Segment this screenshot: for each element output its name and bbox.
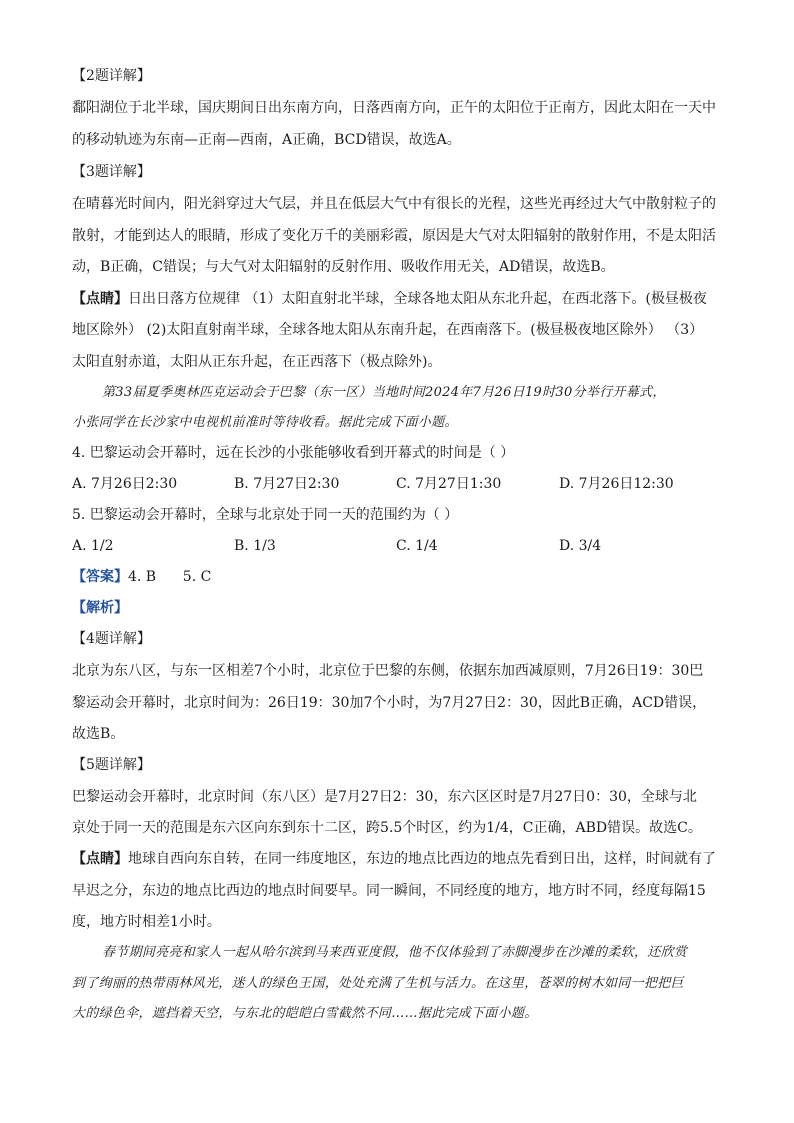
q5-option-d: D. 3/4	[559, 538, 602, 554]
tip1-line-1	[72, 289, 722, 309]
analysis-label: 【解析】	[72, 600, 128, 616]
q5detail-line-1: 巴黎运动会开幕时，北京时间（东八区）是7月27日2：30，东六区区时是7月27日0：30，全球与北	[72, 789, 697, 805]
q4-option-b: B. 7月27日2:30	[234, 476, 340, 492]
intro1-line-1: 第33届夏季奥林匹克运动会于巴黎（东一区）当地时间2024年7月26日19时30分举行开幕式，	[102, 385, 666, 400]
answer-label: 【答案】	[72, 569, 128, 585]
q5detail-heading: 【5题详解】	[72, 757, 151, 773]
tip1-label: 【点睛】	[72, 291, 128, 307]
q4detail-heading: 【4题详解】	[72, 631, 151, 647]
q4-option-d: D. 7月26日12:30	[559, 476, 674, 492]
intro2-line-2: 到了绚丽的热带雨林风光，迷人的绿色王国，处处充满了生机与活力。在这里，苍翠的树木如同一把把巨	[72, 976, 684, 991]
tip2-label: 【点睛】	[72, 851, 128, 867]
q5-stem: 5. 巴黎运动会开幕时，全球与北京处于同一天的范围约为（ ）	[72, 507, 459, 523]
tip1-text-1: 日出日落方位规律 （1）太阳直射北半球，全球各地太阳从东北升起，在西北落下。(极昼极夜	[128, 291, 707, 307]
q3-line-3: 动，B正确，C错误；与大气对太阳辐射的反射作用、吸收作用无关，AD错误，故选B。	[72, 259, 615, 275]
q5-option-b: B. 1/3	[234, 538, 276, 554]
q2-heading: 【2题详解】	[72, 68, 151, 84]
q2-line-1: 鄱阳湖位于北半球，国庆期间日出东南方向，日落西南方向，正午的太阳位于正南方，因此太阳在一天中	[72, 100, 716, 116]
q4detail-line-1: 北京为东八区，与东一区相差7个小时，北京位于巴黎的东侧，依据东加西减原则，7月26日19：30巴	[72, 663, 704, 679]
answer-text: 4. B 5. C	[128, 569, 212, 585]
intro1-line-2: 小张同学在长沙家中电视机前准时等待收看。据此完成下面小题。	[72, 415, 458, 430]
q4-option-c: C. 7月27日1:30	[396, 476, 502, 492]
tip1-line-3: 太阳直射赤道，太阳从正东升起，在正西落下（极点除外)。	[72, 354, 442, 370]
q5-option-c: C. 1/4	[396, 538, 438, 554]
tip2-line-3: 度，地方时相差1小时。	[72, 914, 221, 930]
tip1-line-2: 地区除外） (2)太阳直射南半球，全球各地太阳从东南升起，在西南落下。(极昼极夜地区除外） （3）	[72, 322, 704, 338]
tip2-line-2: 早迟之分，东边的地点比西边的地点时间要早。同一瞬间，不同经度的地方，地方时不同，经度每隔15	[72, 883, 706, 899]
tip2-line-1	[72, 849, 722, 869]
tip2-text-1: 地球自西向东自转，在同一纬度地区，东边的地点比西边的地点先看到日出，这样，时间就有了	[128, 851, 716, 867]
q3-line-2: 散射，才能到达人的眼睛，形成了变化万千的美丽彩霞，原因是大气对太阳辐射的散射作用，不是太阳活	[72, 228, 716, 244]
q5-option-a: A. 1/2	[72, 538, 114, 554]
q4-options	[72, 474, 722, 494]
q4-option-a: A. 7月26日2:30	[72, 476, 178, 492]
q4-stem: 4. 巴黎运动会开幕时，远在长沙的小张能够收看到开幕式的时间是（ ）	[72, 445, 515, 461]
q3-line-1: 在晴暮光时间内，阳光斜穿过大气层，并且在低层大气中有很长的光程，这些光再经过大气中散射粒子的	[72, 196, 716, 212]
q2-line-2: 的移动轨迹为东南—正南—西南，A正确，BCD错误，故选A。	[72, 132, 461, 148]
intro2-line-3: 大的绿色伞，遮挡着天空，与东北的皑皑白雪截然不同……据此完成下面小题。	[72, 1006, 538, 1021]
q4detail-line-2: 黎运动会开幕时，北京时间为：26日19：30加7个小时，为7月27日2：30，因此B正确，ACD错误，	[72, 695, 707, 711]
q3-heading: 【3题详解】	[72, 164, 151, 180]
q5-options	[72, 536, 722, 556]
answer-line	[72, 567, 722, 587]
intro2-line-1: 春节期间亮亮和家人一起从哈尔滨到马来西亚度假，他不仅体验到了赤脚漫步在沙滩的柔软，还欣赏	[102, 945, 688, 960]
q5detail-line-2: 京处于同一天的范围是东六区向东到东十二区，跨5.5个时区，约为1/4，C正确，ABD错误。故选C。	[72, 820, 702, 836]
q4detail-line-3: 故选B。	[72, 726, 125, 742]
